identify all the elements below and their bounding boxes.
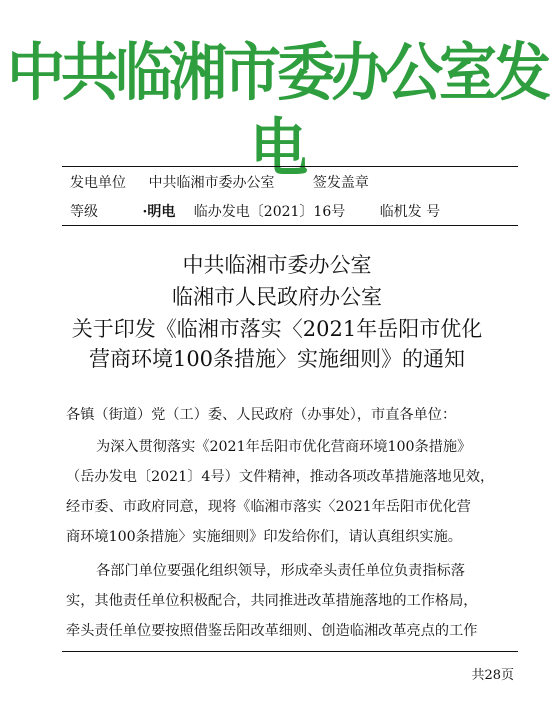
header-divider-top [62, 166, 518, 167]
paragraph-1-line-4: 商环境100条措施〉实施细则》印发给你们，请认真组织实施。 [66, 529, 462, 545]
grade-value: ·明电 [142, 204, 176, 220]
salutation: 各镇（街道）党（工）委、人民政府（办事处），市直各单位： [66, 407, 457, 423]
paragraph-1-line-1: 为深入贯彻落实《2021年岳阳市优化营商环境100条措施》 [96, 439, 472, 455]
paragraph-2-line-3: 牵头责任单位要按照借鉴岳阳改革细则、创造临湘改革亮点的工作 [66, 623, 478, 639]
sender-label: 发电单位 [70, 175, 126, 191]
page-count: 共28页 [471, 668, 514, 683]
grade-row [70, 203, 440, 221]
sender-value: 中共临湘市委办公室 [148, 175, 275, 191]
title-line-3: 关于印发《临湘市落实〈2021年岳阳市优化 [71, 317, 483, 341]
title-org-2: 临湘市人民政府办公室 [172, 285, 382, 309]
header-divider-bottom [62, 225, 518, 226]
paragraph-2-line-1: 各部门单位要强化组织领导，形成牵头责任单位负责指标落 [96, 563, 465, 579]
grade-label: 等级 [70, 204, 98, 220]
paragraph-1-line-3: 经市委、市政府同意，现将《临湘市落实〈2021年岳阳市优化营 [66, 499, 471, 515]
machine-number-label: 临机发 号 [379, 204, 441, 220]
paragraph-1-line-2: （岳办发电〔2021〕4号）文件精神，推动各项改革措施落地见效， [66, 469, 495, 485]
masthead-title: 中共临湘市委办公室发电 [6, 35, 547, 185]
title-line-4: 营商环境100条措施〉实施细则》的通知 [88, 347, 466, 371]
seal-label: 签发盖章 [312, 175, 369, 191]
sender-row [70, 174, 369, 192]
doc-number: 临办发电〔2021〕16号 [193, 204, 346, 220]
paragraph-2-line-2: 实，其他责任单位积极配合，共同推进改革措施落地的工作格局， [66, 593, 478, 609]
footer-divider [62, 651, 518, 652]
title-org-1: 中共临湘市委办公室 [182, 253, 372, 277]
